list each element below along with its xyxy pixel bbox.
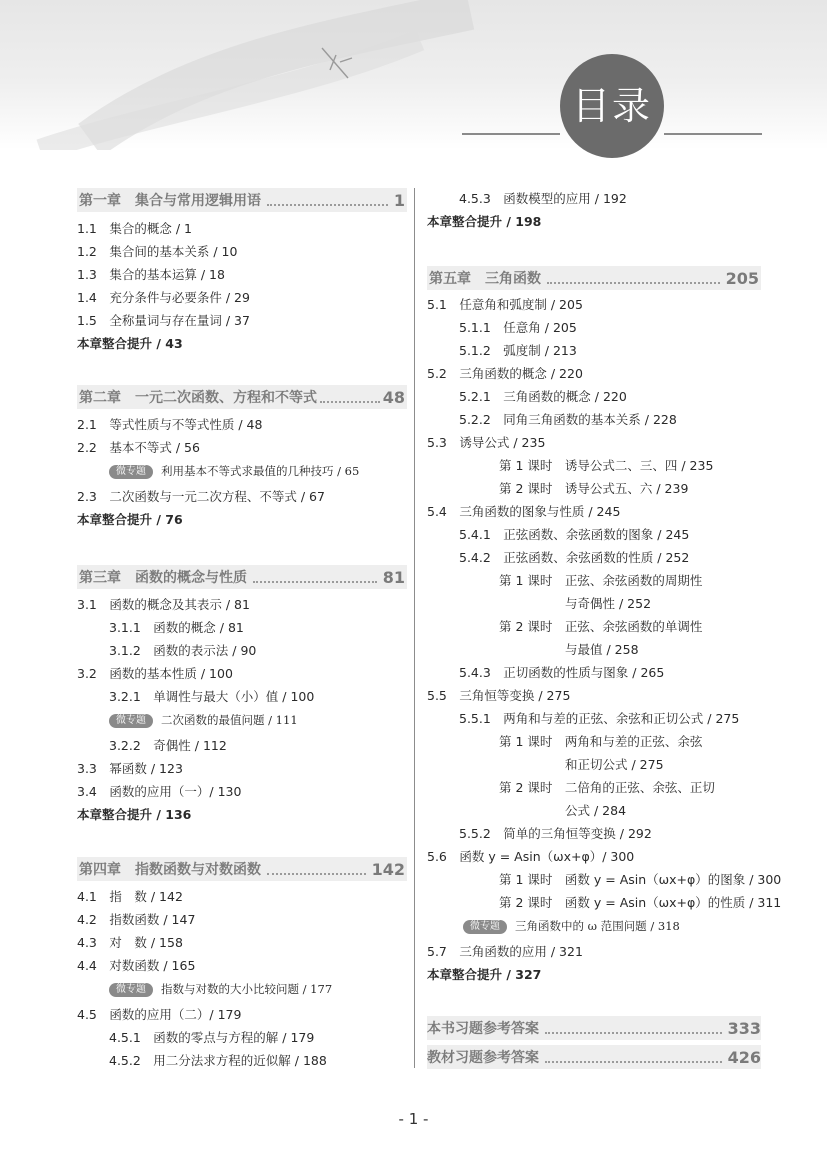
toc-entry[interactable]: 4.5.1 函数的零点与方程的解 / 179 [109,1030,315,1045]
title-rule-right [664,133,762,135]
chapter-1-title: 第一章 集合与常用逻辑用语 [79,193,261,209]
lesson-entry-continued[interactable]: 公式 / 284 [565,803,627,818]
dot-leader [267,195,388,206]
toc-entry[interactable]: 5.4 三角函数的图象与性质 / 245 [427,504,621,519]
lesson-entry[interactable]: 第 1 课时 函数 y = Asin（ωx+φ）的图象 / 300 [499,872,782,887]
lesson-entry[interactable]: 第 2 课时 二倍角的正弦、余弦、正切 [499,780,715,795]
toc-entry[interactable]: 2.3 二次函数与一元二次方程、不等式 / 67 [77,489,325,504]
lesson-entry[interactable]: 第 1 课时 正弦、余弦函数的周期性 [499,573,703,588]
toc-entry[interactable]: 5.4.1 正弦函数、余弦函数的图象 / 245 [459,527,690,542]
chapter-4-heading[interactable] [77,857,407,881]
textbook-answers-page: 426 [727,1047,761,1067]
toc-entry[interactable]: 5.1.2 弧度制 / 213 [459,343,577,358]
toc-entry[interactable]: 4.1 指 数 / 142 [77,889,183,904]
chapter-5-heading[interactable] [427,266,761,290]
chapter-summary-entry[interactable]: 本章整合提升 / 43 [77,336,183,351]
toc-title-badge: 目录 [560,54,664,158]
toc-entry[interactable]: 5.5 三角恒等变换 / 275 [427,688,571,703]
special-topic-entry[interactable] [109,711,298,729]
toc-entry[interactable]: 5.1.1 任意角 / 205 [459,320,577,335]
lesson-entry-continued[interactable]: 与最值 / 258 [565,642,639,657]
toc-entry[interactable]: 3.2.1 单调性与最大（小）值 / 100 [109,689,315,704]
toc-entry[interactable]: 5.4.2 正弦函数、余弦函数的性质 / 252 [459,550,690,565]
special-topic-entry[interactable] [109,980,332,998]
toc-entry[interactable]: 1.3 集合的基本运算 / 18 [77,267,225,282]
toc-entry[interactable]: 5.1 任意角和弧度制 / 205 [427,297,583,312]
chapter-2-page: 48 [382,387,405,407]
toc-entry[interactable]: 5.3 诱导公式 / 235 [427,435,546,450]
toc-entry[interactable]: 4.5.2 用二分法求方程的近似解 / 188 [109,1053,327,1068]
toc-entry[interactable]: 5.7 三角函数的应用 / 321 [427,944,583,959]
banner-illustration [0,0,827,150]
chapter-5-title: 第五章 三角函数 [429,271,541,287]
toc-entry[interactable]: 1.1 集合的概念 / 1 [77,221,192,236]
lesson-entry[interactable]: 第 1 课时 两角和与差的正弦、余弦 [499,734,703,749]
chapter-summary-entry[interactable]: 本章整合提升 / 76 [77,512,183,527]
chapter-3-heading[interactable] [77,565,407,589]
special-topic-tag: 微专题 [109,714,153,728]
toc-entry[interactable]: 4.5 函数的应用（二）/ 179 [77,1007,242,1022]
title-rule-left [462,133,560,135]
chapter-3-title: 第三章 函数的概念与性质 [79,570,247,586]
chapter-2-title: 第二章 一元二次函数、方程和不等式 [79,390,317,406]
chapter-summary-entry[interactable]: 本章整合提升 / 327 [427,967,542,982]
toc-entry[interactable]: 3.2 函数的基本性质 / 100 [77,666,233,681]
special-topic-text: 利用基本不等式求最值的几种技巧 / 65 [161,464,360,478]
toc-entry[interactable]: 5.2 三角函数的概念 / 220 [427,366,583,381]
toc-entry[interactable]: 3.2.2 奇偶性 / 112 [109,738,227,753]
toc-entry[interactable]: 4.3 对 数 / 158 [77,935,183,950]
page-number: - 1 - [398,1110,429,1128]
chapter-5-page: 205 [725,268,759,288]
special-topic-text: 指数与对数的大小比较问题 / 177 [161,982,333,996]
toc-entry[interactable]: 3.1.1 函数的概念 / 81 [109,620,244,635]
textbook-answers-title: 教材习题参考答案 [427,1050,539,1066]
toc-entry[interactable]: 4.5.3 函数模型的应用 / 192 [459,191,627,206]
toc-entry[interactable]: 3.4 函数的应用（一）/ 130 [77,784,242,799]
toc-entry[interactable]: 5.6 函数 y = Asin（ωx+φ）/ 300 [427,849,635,864]
special-topic-text: 二次函数的最值问题 / 111 [161,713,298,727]
lesson-entry[interactable]: 第 2 课时 正弦、余弦函数的单调性 [499,619,703,634]
dot-leader [253,572,377,583]
toc-entry[interactable]: 3.1.2 函数的表示法 / 90 [109,643,257,658]
lesson-entry-continued[interactable]: 和正切公式 / 275 [565,757,664,772]
dot-leader [267,864,366,875]
chapter-summary-entry[interactable]: 本章整合提升 / 136 [77,807,192,822]
chapter-1-page: 1 [393,190,405,210]
special-topic-entry[interactable] [109,462,359,480]
toc-entry[interactable]: 5.2.1 三角函数的概念 / 220 [459,389,627,404]
toc-entry[interactable]: 5.5.2 简单的三角恒等变换 / 292 [459,826,652,841]
toc-entry[interactable]: 5.4.3 正切函数的性质与图象 / 265 [459,665,665,680]
toc-entry[interactable]: 2.1 等式性质与不等式性质 / 48 [77,417,263,432]
lesson-entry[interactable]: 第 1 课时 诱导公式二、三、四 / 235 [499,458,714,473]
chapter-4-page: 142 [371,859,405,879]
dot-leader [320,392,380,403]
toc-entry[interactable]: 4.2 指数函数 / 147 [77,912,196,927]
book-answers-heading[interactable] [427,1016,761,1040]
toc-entry[interactable]: 3.1 函数的概念及其表示 / 81 [77,597,250,612]
toc-entry[interactable]: 3.3 幂函数 / 123 [77,761,183,776]
dot-leader [547,273,720,284]
book-answers-page: 333 [727,1018,761,1038]
special-topic-tag: 微专题 [463,920,507,934]
dot-leader [545,1052,722,1063]
lesson-entry[interactable]: 第 2 课时 诱导公式五、六 / 239 [499,481,689,496]
lesson-entry[interactable]: 第 2 课时 函数 y = Asin（ωx+φ）的性质 / 311 [499,895,782,910]
chapter-4-title: 第四章 指数函数与对数函数 [79,862,261,878]
toc-entry[interactable]: 5.5.1 两角和与差的正弦、余弦和正切公式 / 275 [459,711,740,726]
special-topic-tag: 微专题 [109,465,153,479]
special-topic-entry[interactable] [463,917,680,935]
chapter-1-heading[interactable] [77,188,407,212]
lesson-entry-continued[interactable]: 与奇偶性 / 252 [565,596,652,611]
dot-leader [545,1023,722,1034]
toc-entry[interactable]: 2.2 基本不等式 / 56 [77,440,200,455]
column-divider [414,188,415,1068]
toc-entry[interactable]: 1.4 充分条件与必要条件 / 29 [77,290,250,305]
chapter-2-heading[interactable] [77,385,407,409]
special-topic-tag: 微专题 [109,983,153,997]
chapter-3-page: 81 [382,567,405,587]
toc-entry[interactable]: 1.2 集合间的基本关系 / 10 [77,244,238,259]
special-topic-text: 三角函数中的 ω 范围问题 / 318 [515,919,680,933]
toc-entry[interactable]: 4.4 对数函数 / 165 [77,958,196,973]
toc-entry[interactable]: 1.5 全称量词与存在量词 / 37 [77,313,250,328]
header-banner [0,0,827,150]
chapter-summary-entry[interactable]: 本章整合提升 / 198 [427,214,542,229]
toc-entry[interactable]: 5.2.2 同角三角函数的基本关系 / 228 [459,412,677,427]
book-answers-title: 本书习题参考答案 [427,1021,539,1037]
textbook-answers-heading[interactable] [427,1045,761,1069]
